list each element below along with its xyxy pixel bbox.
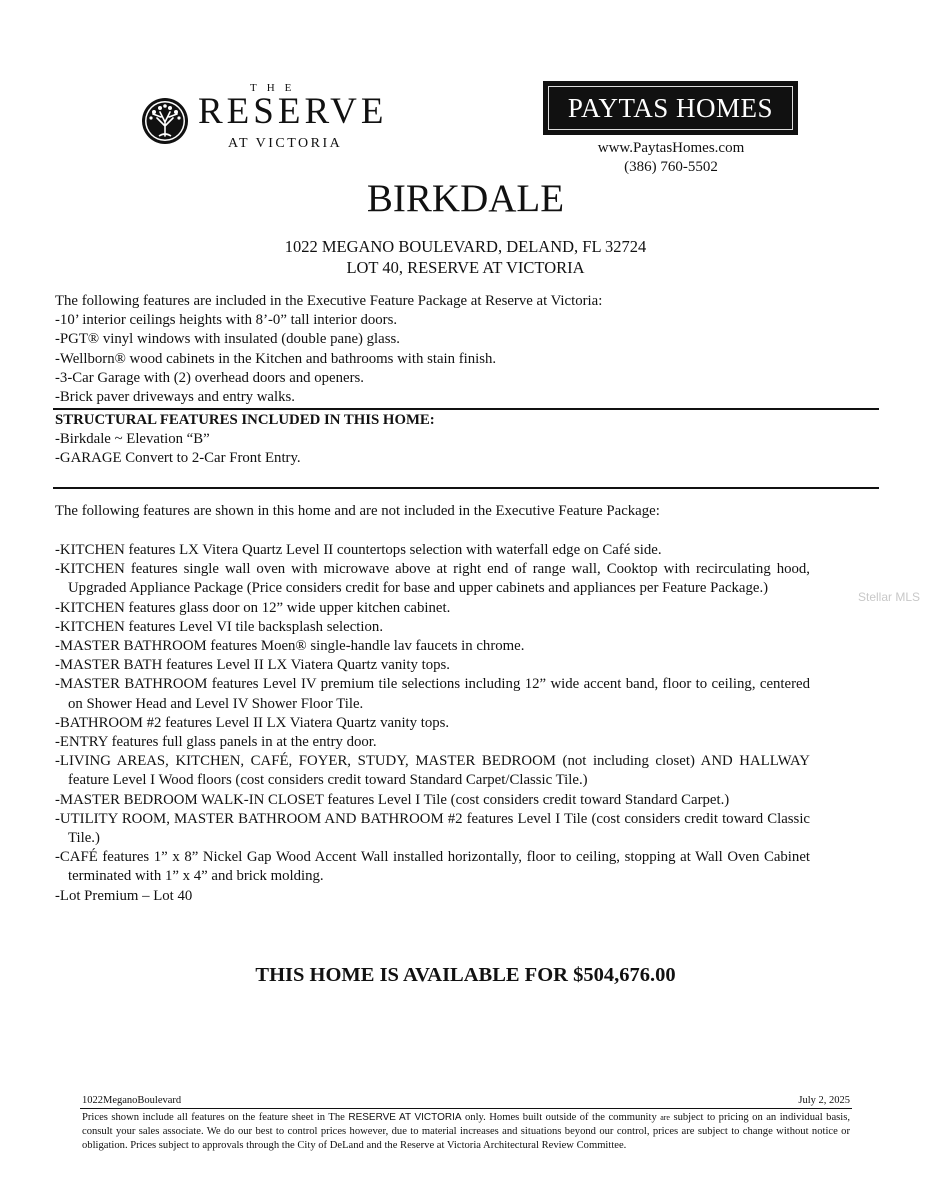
- structural-item: -GARAGE Convert to 2-Car Front Entry.: [55, 450, 301, 467]
- executive-item: -Brick paver driveways and entry walks.: [55, 389, 295, 406]
- executive-item: -PGT® vinyl windows with insulated (double pane) glass.: [55, 331, 400, 348]
- optional-features-intro: The following features are shown in this home and are not included in the Executive Feature Package:: [55, 503, 660, 519]
- feature-item: -BATHROOM #2 features Level II LX Viatera Quartz vanity tops.: [55, 714, 450, 731]
- document-id: 1022MeganoBoulevard: [82, 1095, 182, 1106]
- property-address: [0, 236, 931, 278]
- feature-item: -CAFÉ features 1” x 8” Nickel Gap Wood Accent Wall installed horizontally, floor to ceiling, stopping at Wall Oven Cabinet terminated with 1” x 4” and brick molding.: [55, 849, 810, 885]
- builder-name: PAYTAS HOMES: [548, 86, 793, 130]
- disclaimer-text: are: [660, 1113, 670, 1122]
- feature-item: -UTILITY ROOM, MASTER BATHROOM AND BATHROOM #2 features Level I Tile (cost considers credit toward Classic Tile.): [55, 810, 810, 847]
- reserve-at-victoria-logo: [138, 80, 388, 160]
- feature-item: -KITCHEN features single wall oven with microwave above at right end of range wall, Cooktop with recirculating hood, Upgraded Appliance Package (Price considers credit for base and upper cabinets and appliances per Feature Package.): [55, 561, 810, 597]
- feature-item: -MASTER BATHROOM features Moen® single-handle lav faucets in chrome.: [55, 638, 525, 655]
- optional-features-list: [55, 541, 810, 906]
- disclaimer: [82, 1111, 850, 1153]
- disclaimer-brand: RESERVE AT VICTORIA: [348, 1112, 462, 1123]
- builder-phone: (386) 760-5502: [624, 159, 718, 175]
- executive-package-intro: The following features are included in the Executive Feature Package at Reserve at Victoria:: [55, 293, 603, 309]
- address-line-2: LOT 40, RESERVE AT VICTORIA: [346, 258, 585, 277]
- executive-package-section: [55, 292, 885, 407]
- price-statement: THIS HOME IS AVAILABLE FOR $504,676.00: [255, 964, 676, 986]
- section-divider: [53, 487, 879, 489]
- document-date: July 2, 2025: [798, 1095, 850, 1106]
- feature-item: -LIVING AREAS, KITCHEN, CAFÉ, FOYER, STUDY, MASTER BEDROOM (not including closet) AND HALLWAY feature Level I Wood floors (cost considers credit toward Standard Carpet/Classic Tile.): [55, 753, 810, 789]
- structural-section: [55, 411, 885, 469]
- feature-item: -MASTER BATHROOM features Level IV premium tile selections including 12” wide accent band, floor to ceiling, centered on Shower Head and Level IV Shower Floor Tile.: [55, 676, 810, 712]
- feature-item: -KITCHEN features Level VI tile backsplash selection.: [55, 618, 384, 635]
- builder-website[interactable]: www.PaytasHomes.com: [597, 140, 745, 156]
- structural-header: STRUCTURAL FEATURES INCLUDED IN THIS HOME:: [55, 412, 435, 428]
- structural-item: -Birkdale ~ Elevation “B”: [55, 431, 210, 448]
- tree-emblem-icon: [140, 96, 190, 146]
- feature-item: -ENTRY features full glass panels in at the entry door.: [55, 734, 377, 751]
- address-line-1: 1022 MEGANO BOULEVARD, DELAND, FL 32724: [284, 237, 647, 256]
- paytas-homes-logo: [543, 81, 798, 135]
- feature-item: -KITCHEN features glass door on 12” wide upper kitchen cabinet.: [55, 599, 451, 616]
- feature-item: -Lot Premium – Lot 40: [55, 887, 193, 904]
- feature-item: -MASTER BATH features Level II LX Viatera Quartz vanity tops.: [55, 657, 450, 674]
- disclaimer-text: Prices shown include all features on the feature sheet in The: [82, 1112, 349, 1123]
- mls-watermark: Stellar MLS: [858, 590, 921, 604]
- feature-item: -MASTER BEDROOM WALK-IN CLOSET features Level I Tile (cost considers credit toward Standard Carpet.): [55, 791, 730, 808]
- feature-item: -KITCHEN features LX Vitera Quartz Level II countertops selection with waterfall edge on Café side.: [55, 542, 662, 558]
- executive-item: -Wellborn® wood cabinets in the Kitchen and bathrooms with stain finish.: [55, 350, 497, 367]
- section-divider: [53, 408, 879, 410]
- builder-contact: [560, 139, 782, 177]
- disclaimer-text: only. Homes built outside of the community: [461, 1112, 661, 1123]
- footer-divider: [80, 1108, 852, 1109]
- executive-item: -3-Car Garage with (2) overhead doors and openers.: [55, 369, 364, 386]
- logo-reserve-text: RESERVE: [198, 91, 388, 132]
- logo-the-text: THE: [250, 82, 302, 94]
- disclaimer-text: subject to pricing on an individual basis, consult your sales associate. We do our best to control prices however, due to material increases and situations beyond our control, prices are subject to change without notice or obligation. Prices subject to approvals through the City of DeLand and the Reserve at Victoria Architectural Review Committee.: [82, 1112, 850, 1151]
- logo-victoria-text: AT VICTORIA: [228, 136, 343, 151]
- page-title: BIRKDALE: [366, 177, 565, 220]
- executive-item: -10’ interior ceilings heights with 8’-0” tall interior doors.: [55, 312, 398, 329]
